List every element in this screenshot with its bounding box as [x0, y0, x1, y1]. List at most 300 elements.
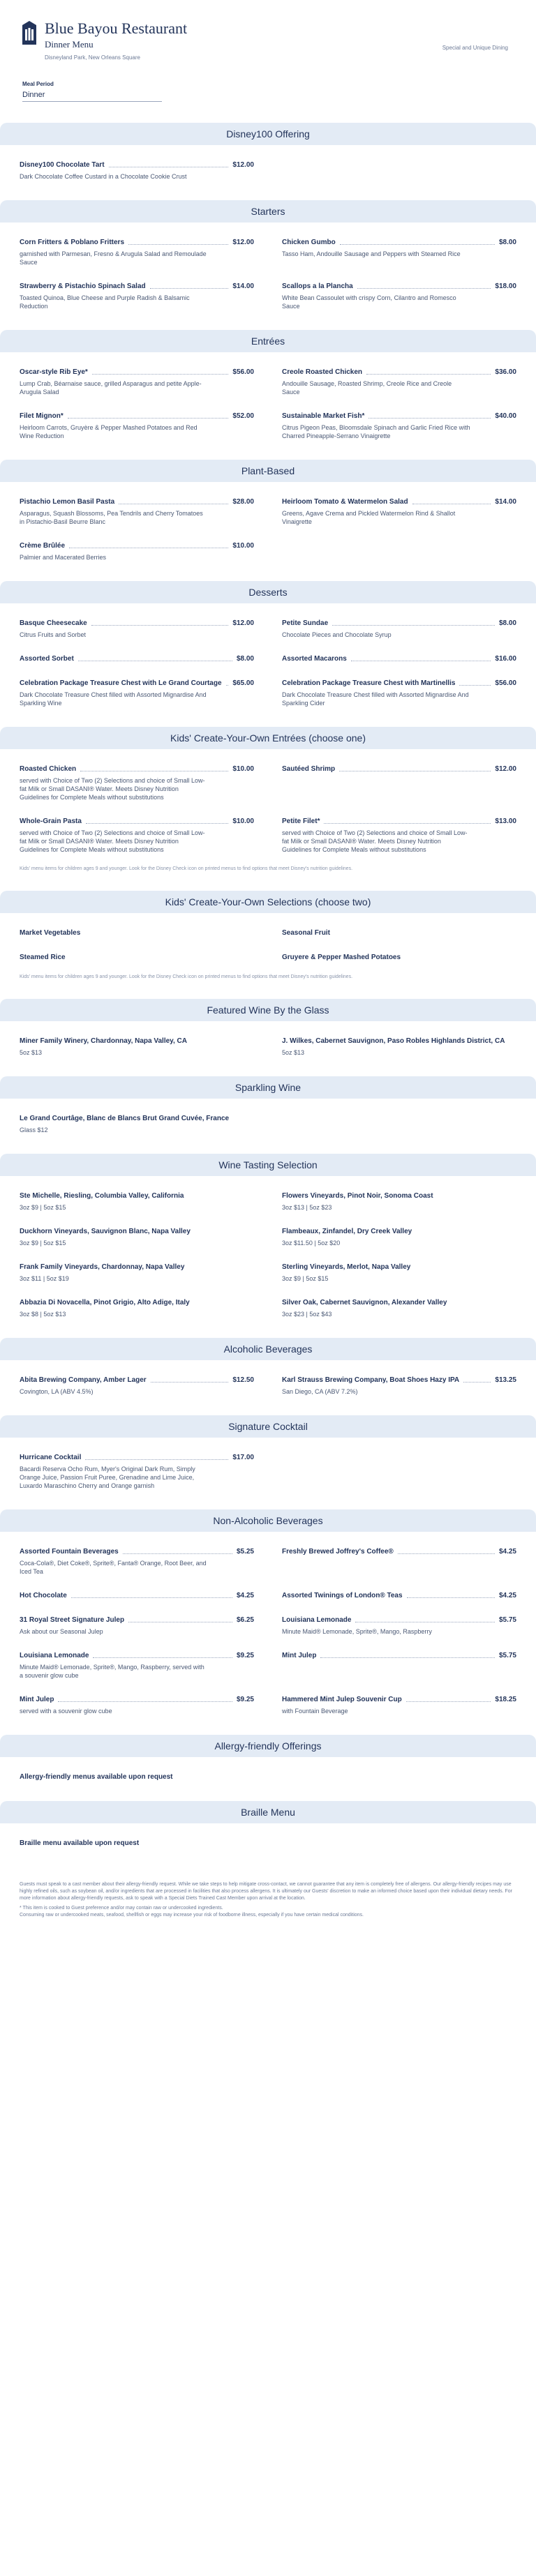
menu-item-price: $8.00: [236, 655, 254, 663]
menu-item-header: [282, 953, 516, 962]
item-grid: [20, 1191, 516, 1318]
section-body: [0, 223, 536, 330]
section-title: Disney100 Offering: [0, 123, 536, 145]
menu-item-description: served with Choice of Two (2) Selections and choice of Small Low-fat Milk or Small DASANI® Water. Meets Disney Nutrition Guidelines for Complete Meals without substitutions: [20, 829, 205, 853]
menu-item-name: Le Grand Courtâge, Blanc de Blancs Brut Grand Cuvée, France: [20, 1115, 230, 1122]
menu-item-name: Miner Family Winery, Chardonnay, Napa Valley, CA: [20, 1037, 187, 1045]
menu-item-description: served with Choice of Two (2) Selections and choice of Small Low-fat Milk or Small DASANI® Water. Meets Disney Nutrition Guidelines for Complete Meals without substitutions: [282, 829, 468, 853]
item-grid: [20, 764, 516, 854]
section-title: Allergy-friendly Offerings: [0, 1735, 536, 1757]
menu-item-header: [20, 1591, 254, 1600]
menu-item-price: $18.25: [495, 1696, 516, 1703]
menu-item-leader: [412, 497, 491, 504]
menu-item-leader: [91, 619, 229, 626]
menu-item-price: $4.25: [498, 1548, 516, 1556]
section-title: Desserts: [0, 581, 536, 603]
menu-item-description: Greens, Agave Crema and Pickled Watermelon Rind & Shallot Vinaigrette: [282, 510, 456, 525]
menu-item: [20, 1615, 254, 1636]
section-body: [0, 1438, 536, 1509]
menu-item-header: [282, 282, 516, 291]
section-body: [0, 1176, 536, 1338]
location: Disneyland Park, New Orleans Square: [45, 54, 140, 61]
menu-item-name: Disney100 Chocolate Tart: [20, 161, 105, 169]
menu-item-header: [20, 1615, 254, 1625]
menu-item-name: Karl Strauss Brewing Company, Boat Shoes Hazy IPA: [282, 1376, 460, 1384]
menu-item-description: Coca-Cola®, Diet Coke®, Sprite®, Fanta® Orange, Root Beer, and Iced Tea: [20, 1560, 207, 1575]
menu-item: [20, 1772, 254, 1782]
item-grid: [20, 1037, 516, 1057]
menu-item-header: [20, 238, 254, 247]
menu-item-header: [282, 1591, 516, 1600]
menu-item-price: $5.75: [498, 1652, 516, 1659]
menu-item-price: $16.00: [495, 655, 516, 663]
menu-item-leader: [109, 160, 229, 167]
footer-allergy-text: Guests must speak to a cast member about their allergy-friendly request. While we take steps to help mitigate cross-contact, we cannot guarantee that any item is completely free of allergens. Our allergy-friendly recipes may use highly refined oils, such as soybean oil, and/or ingredients that are processed in facilities that also process allergens. It is ultimately our Guests' discretion to make an informed choice based upon their individual dietary needs. For more information about allergy-friendly requests, ask to speak with a Special Diets Trained Cast Member upon arrival at the location.: [20, 1882, 512, 1901]
menu-section: [0, 460, 536, 581]
menu-item-price: $56.00: [495, 679, 516, 687]
section-body: [0, 1823, 536, 1867]
menu-item-price: $12.00: [232, 161, 254, 169]
footer-consumption-text: Consuming raw or undercooked meats, seafood, shellfish or eggs may increase your risk of foodborne illness, especially if you have certain medical conditions.: [20, 1913, 364, 1918]
menu-item-name: Freshly Brewed Joffrey's Coffee®: [282, 1548, 394, 1556]
menu-item-leader: [119, 497, 228, 504]
menu-item-leader: [355, 1615, 495, 1622]
menu-item-price: $14.00: [495, 498, 516, 506]
menu-item: [282, 1263, 516, 1283]
menu-item-header: [282, 1376, 516, 1385]
menu-item-leader: [339, 764, 491, 771]
menu-item-name: Abita Brewing Company, Amber Lager: [20, 1376, 147, 1384]
menu-item-price: $12.00: [495, 765, 516, 773]
menu-item-header: [282, 619, 516, 628]
menu-item-header: [20, 160, 254, 170]
menu-item-description: San Diego, CA (ABV 7.2%): [282, 1388, 358, 1395]
menu-item-description: 3oz $9 | 5oz $15: [20, 1240, 66, 1246]
menu-item-header: [20, 1263, 254, 1272]
menu-item-name: Market Vegetables: [20, 929, 81, 937]
menu-item-price: $65.00: [232, 679, 254, 687]
menu-section: [0, 1154, 536, 1338]
menu-item: [20, 1298, 254, 1318]
menu-item: [20, 368, 254, 396]
menu-item-header: [20, 1453, 254, 1462]
menu-item-name: Seasonal Fruit: [282, 929, 330, 937]
menu-item-name: Silver Oak, Cabernet Sauvignon, Alexander Valley: [282, 1299, 447, 1306]
item-grid: [20, 1772, 516, 1782]
tagline: Special and Unique Dining: [442, 45, 508, 51]
menu-item-name: Gruyere & Pepper Mashed Potatoes: [282, 954, 401, 961]
menu-item: [282, 1651, 516, 1680]
meal-period-select[interactable]: [22, 89, 162, 102]
menu-item-name: 31 Royal Street Signature Julep: [20, 1616, 125, 1624]
menu-item-description: Palmier and Macerated Berries: [20, 554, 107, 561]
menu-item-leader: [151, 1376, 229, 1383]
menu-item: [282, 238, 516, 266]
menu-item-name: Assorted Twinings of London® Teas: [282, 1592, 403, 1599]
menu-item: [282, 497, 516, 526]
menu-item: [20, 1695, 254, 1715]
menu-item: [282, 368, 516, 396]
menu-item-name: Steamed Rice: [20, 954, 66, 961]
section-body: [0, 145, 536, 200]
menu-item-header: [282, 1263, 516, 1272]
menu-section: [0, 1338, 536, 1415]
menu-item-price: $4.25: [236, 1592, 254, 1599]
menu-item: [20, 412, 254, 440]
section-title: Entrées: [0, 330, 536, 352]
item-grid: [20, 1547, 516, 1715]
menu-section: [0, 1076, 536, 1154]
menu-item-name: Scallops a la Plancha: [282, 283, 353, 290]
menu-item-leader: [366, 368, 491, 375]
menu-item: [282, 1191, 516, 1212]
menu-item-header: [282, 679, 516, 688]
menu-item-leader: [128, 238, 228, 245]
section-title: Non-Alcoholic Beverages: [0, 1509, 536, 1532]
menu-item-leader: [406, 1695, 491, 1702]
menu-item-price: $28.00: [232, 498, 254, 506]
menu-item-name: Frank Family Vineyards, Chardonnay, Napa Valley: [20, 1263, 185, 1271]
menu-item: [282, 1037, 516, 1057]
menu-item-name: J. Wilkes, Cabernet Sauvignon, Paso Robles Highlands District, CA: [282, 1037, 505, 1045]
menu-item-leader: [398, 1547, 495, 1554]
menu-item: [282, 1615, 516, 1636]
menu-item-name: Sautéed Shrimp: [282, 765, 336, 773]
menu-item-description: White Bean Cassoulet with crispy Corn, Cilantro and Romesco Sauce: [282, 294, 456, 310]
menu-item-header: [20, 619, 254, 628]
menu-item-leader: [332, 619, 495, 626]
menu-item-description: Asparagus, Squash Blossoms, Pea Tendrils and Cherry Tomatoes in Pistachio-Basil Beurre Blanc: [20, 510, 203, 525]
section-title: Starters: [0, 200, 536, 223]
title-block: [45, 20, 514, 61]
menu-item-name: Ste Michelle, Riesling, Columbia Valley, California: [20, 1192, 184, 1200]
menu-item-name: Strawberry & Pistachio Spinach Salad: [20, 283, 146, 290]
menu-section: [0, 891, 536, 999]
menu-item-price: $8.00: [498, 619, 516, 627]
restaurant-logo-icon: [22, 21, 36, 45]
menu-item-price: $9.25: [236, 1696, 254, 1703]
menu-item-header: [282, 654, 516, 663]
menu-item: [282, 764, 516, 801]
menu-item: [20, 928, 254, 937]
menu-item-leader: [407, 1591, 495, 1598]
menu-item-name: Heirloom Tomato & Watermelon Salad: [282, 498, 408, 506]
menu-item-description: Ask about our Seasonal Julep: [20, 1628, 103, 1635]
menu-item-name: Sustainable Market Fish*: [282, 412, 365, 420]
menu-section: [0, 999, 536, 1076]
menu-item-header: [282, 1695, 516, 1704]
menu-item-name: Creole Roasted Chicken: [282, 368, 363, 376]
menu-item-description: Lump Crab, Béarnaise sauce, grilled Asparagus and petite Apple-Arugula Salad: [20, 380, 202, 396]
menu-item-name: Braille menu available upon request: [20, 1839, 140, 1847]
menu-item-header: [282, 412, 516, 421]
restaurant-name: Blue Bayou Restaurant: [45, 20, 188, 37]
menu-item-name: Hurricane Cocktail: [20, 1454, 82, 1461]
menu-item: [20, 1376, 254, 1396]
item-grid: [20, 1376, 516, 1396]
menu-item: [20, 679, 254, 707]
menu-item-header: [282, 928, 516, 937]
menu-item-description: Heirloom Carrots, Gruyère & Pepper Mashed Potatoes and Red Wine Reduction: [20, 424, 198, 439]
menu-item-price: $17.00: [232, 1454, 254, 1461]
section-title: Kids' Create-Your-Own Selections (choose two): [0, 891, 536, 913]
menu-section: [0, 727, 536, 891]
menu-item-header: [20, 282, 254, 291]
menu-item-price: $10.00: [232, 542, 254, 550]
menu-item-description: Dark Chocolate Coffee Custard in a Chocolate Cookie Crust: [20, 173, 187, 180]
menu-item: [20, 654, 254, 663]
menu-item-leader: [324, 817, 491, 824]
menu-item-name: Duckhorn Vineyards, Sauvignon Blanc, Napa Valley: [20, 1228, 191, 1235]
section-body: [0, 1099, 536, 1154]
section-title: Braille Menu: [0, 1801, 536, 1823]
menu-item-leader: [128, 1615, 232, 1622]
menu-item-header: [282, 1191, 516, 1200]
section-title: Featured Wine By the Glass: [0, 999, 536, 1021]
menu-item-name: Celebration Package Treasure Chest with Le Grand Courtage: [20, 679, 222, 687]
menu-item: [282, 654, 516, 663]
menu-item-price: $56.00: [232, 368, 254, 376]
section-title: Plant-Based: [0, 460, 536, 482]
item-grid: [20, 928, 516, 962]
menu-item-name: Assorted Fountain Beverages: [20, 1548, 119, 1556]
section-note: Kids' menu items for children ages 9 and younger. Look for the Disney Check icon on printed menus to find options that meet Disney's nutrition guidelines.: [20, 974, 353, 979]
menu-item-header: [282, 1227, 516, 1236]
menu-item-header: [20, 1839, 254, 1848]
menu-item: [20, 282, 254, 310]
menu-item-description: with Fountain Beverage: [282, 1708, 348, 1715]
menu-section: [0, 1509, 536, 1735]
menu-item-leader: [340, 238, 495, 245]
menu-item: [20, 160, 254, 181]
menu-item: [282, 928, 516, 937]
section-body: [0, 1532, 536, 1735]
menu-item-header: [20, 1037, 254, 1046]
menu-item-description: 3oz $9 | 5oz $15: [282, 1275, 329, 1282]
menu-item-price: $8.00: [498, 239, 516, 246]
item-grid: [20, 619, 516, 707]
menu-item-leader: [123, 1547, 232, 1554]
menu-item-leader: [463, 1376, 491, 1383]
menu-item-name: Corn Fritters & Poblano Fritters: [20, 239, 125, 246]
menu-section: [0, 1801, 536, 1867]
footer-asterisk-text: * This item is cooked to Guest preference and/or may contain raw or undercooked ingredients.: [20, 1906, 223, 1911]
menu-item: [20, 1651, 254, 1680]
menu-item-leader: [68, 412, 229, 419]
menu-item-description: garnished with Parmesan, Fresno & Arugula Salad and Remoulade Sauce: [20, 250, 207, 266]
menu-section: [0, 1735, 536, 1801]
menu-item-description: 3oz $23 | 5oz $43: [282, 1311, 332, 1318]
menu-item-description: Glass $12: [20, 1127, 48, 1133]
menu-item-leader: [150, 282, 229, 289]
footer: [0, 1867, 536, 1940]
menu-item-header: [282, 1615, 516, 1625]
menu-item: [282, 619, 516, 639]
menu-item: [20, 619, 254, 639]
menu-item-header: [20, 928, 254, 937]
menu-item-price: $40.00: [495, 412, 516, 420]
menu-name: Dinner Menu: [45, 39, 94, 50]
menu-item-price: $5.75: [498, 1616, 516, 1624]
menu-item-name: Flambeaux, Zinfandel, Dry Creek Valley: [282, 1228, 412, 1235]
item-grid: [20, 160, 516, 181]
menu-item-price: $13.25: [495, 1376, 516, 1384]
menu-item-name: Petite Filet*: [282, 818, 320, 825]
item-grid: [20, 497, 516, 562]
menu-item-leader: [92, 368, 229, 375]
header: [0, 0, 536, 77]
menu-item-price: $12.00: [232, 239, 254, 246]
item-grid: [20, 1114, 516, 1134]
menu-item: [20, 817, 254, 854]
section-note: Kids' menu items for children ages 9 and younger. Look for the Disney Check icon on printed menus to find options that meet Disney's nutrition guidelines.: [20, 866, 353, 871]
menu-item: [20, 1453, 254, 1490]
menu-item: [282, 679, 516, 707]
menu-item-header: [20, 541, 254, 550]
menu-item-header: [20, 1114, 254, 1123]
menu-item-description: 3oz $9 | 5oz $15: [20, 1204, 66, 1211]
menu-item-leader: [93, 1651, 232, 1658]
menu-item-header: [20, 1547, 254, 1556]
section-body: [0, 352, 536, 460]
menu-item-description: Andouille Sausage, Roasted Shrimp, Creole Rice and Creole Sauce: [282, 380, 452, 396]
menu-item-leader: [85, 1453, 228, 1460]
menu-item-header: [20, 1376, 254, 1385]
menu-item-description: 5oz $13: [282, 1049, 305, 1056]
menu-item-description: 3oz $13 | 5oz $23: [282, 1204, 332, 1211]
menu-item-description: Chocolate Pieces and Chocolate Syrup: [282, 631, 392, 638]
menu-item-price: $10.00: [232, 818, 254, 825]
menu-item-leader: [69, 541, 228, 548]
menu-item-header: [20, 412, 254, 421]
menu-item-leader: [368, 412, 491, 419]
menu-item: [282, 1298, 516, 1318]
menu-item: [20, 1547, 254, 1576]
section-body: [0, 603, 536, 727]
menu-item: [282, 1376, 516, 1396]
section-body: [0, 749, 536, 891]
menu-item-price: $10.00: [232, 765, 254, 773]
menu-item-name: Allergy-friendly menus available upon request: [20, 1773, 173, 1781]
menu-item-price: $12.00: [232, 619, 254, 627]
menu-item: [282, 953, 516, 962]
menu-item-header: [20, 654, 254, 663]
menu-item-header: [282, 497, 516, 506]
menu-item-name: Crème Brûlée: [20, 542, 66, 550]
section-body: [0, 482, 536, 581]
menu-item-price: $6.25: [236, 1616, 254, 1624]
menu-item-price: $5.25: [236, 1548, 254, 1556]
menu-item-leader: [71, 1591, 232, 1598]
menu-item-name: Pistachio Lemon Basil Pasta: [20, 498, 115, 506]
menu-item: [20, 1263, 254, 1283]
menu-item-name: Assorted Sorbet: [20, 655, 74, 663]
menu-item-header: [282, 1298, 516, 1307]
menu-item: [20, 497, 254, 526]
menu-section: [0, 581, 536, 727]
menu-item: [20, 764, 254, 801]
menu-item-price: $14.00: [232, 283, 254, 290]
menu-item-name: Flowers Vineyards, Pinot Noir, Sonoma Coast: [282, 1192, 433, 1200]
menu-item-header: [20, 679, 254, 688]
menu-item-header: [282, 1547, 516, 1556]
menu-item-price: $13.00: [495, 818, 516, 825]
menu-item-header: [282, 817, 516, 826]
menu-item-name: Whole-Grain Pasta: [20, 818, 82, 825]
menu-item-price: $4.25: [498, 1592, 516, 1599]
menu-section: [0, 330, 536, 460]
menu-item-header: [282, 368, 516, 377]
menu-item-description: Minute Maid® Lemonade, Sprite®, Mango, Raspberry, served with a souvenir glow cube: [20, 1664, 204, 1679]
menu-item-description: served with Choice of Two (2) Selections and choice of Small Low-fat Milk or Small DASANI® Water. Meets Disney Nutrition Guidelines for Complete Meals without substitutions: [20, 777, 205, 801]
menu-item-name: Petite Sundae: [282, 619, 329, 627]
menu-item-leader: [58, 1695, 232, 1702]
menu-item-name: Assorted Macarons: [282, 655, 347, 663]
menu-item-price: $12.50: [232, 1376, 254, 1384]
menu-item-leader: [459, 679, 491, 686]
meal-period-value: Dinner: [22, 91, 45, 99]
menu-section: [0, 1415, 536, 1509]
menu-item-description: 3oz $8 | 5oz $13: [20, 1311, 66, 1318]
menu-item-header: [282, 764, 516, 774]
menu-item-leader: [351, 654, 491, 661]
section-title: Sparkling Wine: [0, 1076, 536, 1099]
section-title: Kids' Create-Your-Own Entrées (choose one): [0, 727, 536, 749]
menu-item: [20, 953, 254, 962]
menu-item-header: [20, 1227, 254, 1236]
item-grid: [20, 368, 516, 440]
menu-section: [0, 123, 536, 200]
menu-item-name: Sterling Vineyards, Merlot, Napa Valley: [282, 1263, 411, 1271]
menu-item-description: Bacardi Reserva Ocho Rum, Myer's Original Dark Rum, Simply Orange Juice, Passion Fruit Puree, Grenadine and Lime Juice, Luxardo Maraschino Cherry and Orange garnish: [20, 1466, 195, 1489]
menu-sections: [0, 123, 536, 1867]
menu-item-price: $9.25: [236, 1652, 254, 1659]
menu-item-name: Hot Chocolate: [20, 1592, 67, 1599]
menu-item: [20, 1037, 254, 1057]
menu-item: [20, 1591, 254, 1600]
menu-item-description: Tasso Ham, Andouille Sausage and Peppers with Steamed Rice: [282, 250, 461, 257]
meal-period: [0, 81, 536, 123]
menu-item-leader: [357, 282, 491, 289]
menu-item-name: Celebration Package Treasure Chest with Martinellis: [282, 679, 456, 687]
menu-item-header: [20, 764, 254, 774]
section-body: [0, 1360, 536, 1415]
item-grid: [20, 1839, 516, 1848]
menu-item-header: [282, 1037, 516, 1046]
menu-item: [20, 541, 254, 562]
menu-item: [282, 1547, 516, 1576]
menu-item: [20, 1839, 254, 1848]
section-body: [0, 1757, 536, 1801]
menu-item-header: [282, 238, 516, 247]
menu-item-name: Chicken Gumbo: [282, 239, 336, 246]
menu-item-header: [20, 1191, 254, 1200]
menu-item: [282, 282, 516, 310]
menu-item-header: [20, 497, 254, 506]
menu-item-name: Louisiana Lemonade: [20, 1652, 89, 1659]
menu-item-header: [20, 953, 254, 962]
menu-item-header: [20, 1695, 254, 1704]
menu-item-description: Citrus Pigeon Peas, Bloomsdale Spinach and Garlic Fried Rice with Charred Pineapple-Serrano Vinaigrette: [282, 424, 470, 439]
menu-item-price: $52.00: [232, 412, 254, 420]
menu-item: [282, 817, 516, 854]
menu-item: [20, 238, 254, 266]
menu-item-name: Oscar-style Rib Eye*: [20, 368, 88, 376]
menu-item-header: [20, 817, 254, 826]
menu-item-price: $36.00: [495, 368, 516, 376]
menu-item-leader: [80, 764, 228, 771]
menu-item-description: Covington, LA (ABV 4.5%): [20, 1388, 94, 1395]
